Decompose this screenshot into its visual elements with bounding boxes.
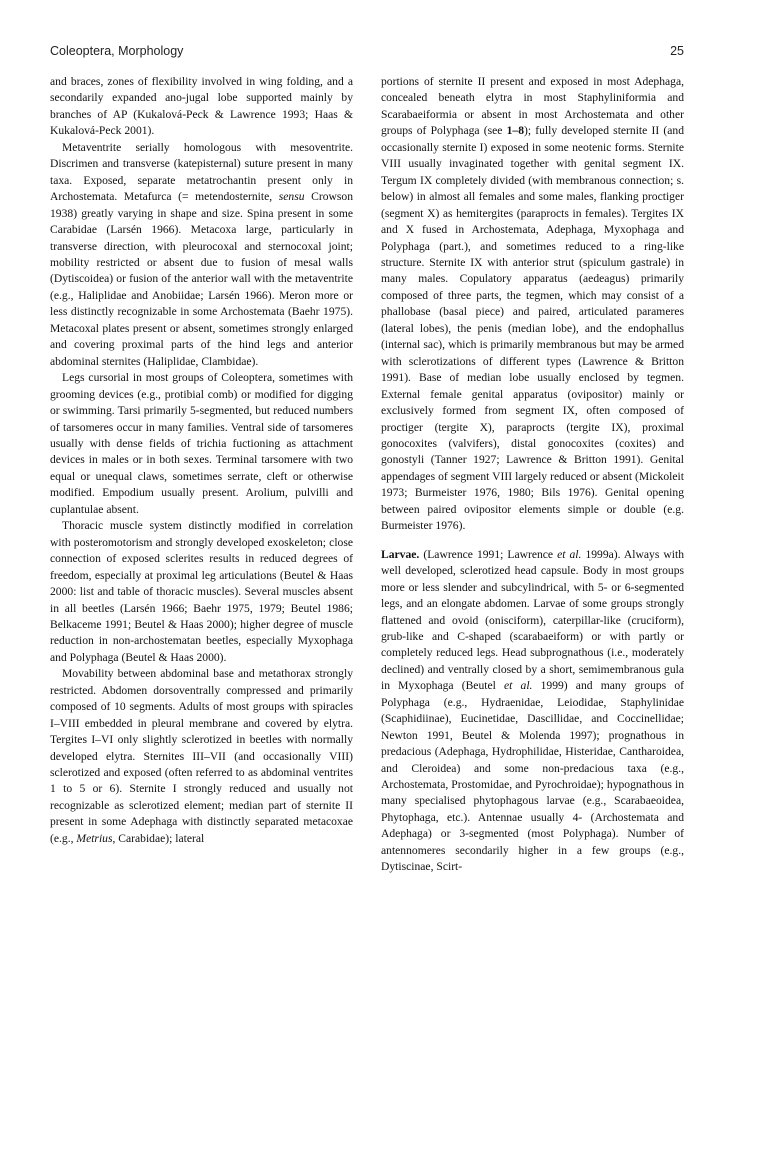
text-run: portions of sternite II present and exposed in most Adephaga, concealed beneath elytra in most Staphyliniformia and Scarabaeiformia or absent in most Archostemata and other groups of Polyphaga (see bbox=[381, 75, 684, 138]
paragraph bbox=[381, 74, 684, 535]
text-run: and braces, zones of flexibility involved in wing folding, and a secondarily expanded ano-jugal lobe supported mainly by branches of AP (Kukalová-Peck & Lawrence 1993; Haas & Kukalová-Peck 2001). bbox=[50, 75, 353, 138]
page-number: 25 bbox=[670, 44, 684, 58]
paragraph bbox=[50, 370, 353, 518]
text-run: Crowson 1938) greatly varying in shape and size. Spina present in some Carabidae (Larsén 1966). Metacoxa large, particularly in transverse direction, with pleurocoxal and sternocoxal joint; mobility restricted or absent due to fusion of mesal walls (Dytiscoidea) or fusion of the anterior wall with the metaventrite (e.g., Haliplidae and Anobiidae; Larsén 1966). Meron more or less distinctly recognizable in some Archostemata (Baehr 1975). Metacoxal plates present or absent, sometimes strongly enlarged and covering proximal parts of the hind legs and anterior abdominal sternites (Haliplidae, Clambidae). bbox=[50, 190, 353, 368]
paragraph bbox=[50, 140, 353, 370]
italic-run: et al. bbox=[557, 547, 582, 561]
text-run: (Lawrence 1991; Lawrence bbox=[419, 547, 558, 561]
paragraph bbox=[50, 666, 353, 847]
text-run: 1999) and many groups of Polyphaga (e.g., Hydraenidae, Leiodidae, Staphylinidae (Scaphidiinae), Eucinetidae, Dascillidae, and Coccinellidae; Newton 1991, Beutel & Molenda 1997); prognathous in predacious (Adephaga, Hydrophilidae, Histeridae, Cantharoidea, and Cleroidea) and some non-predacious taxa (e.g., Archostemata, Prostomidae, and Pyrochroidae); hypognathous in many specialised phytophagous larvae (e.g., Scarabaeoidea, Phytophaga, etc.). Antennae usually 4- (Archostemata and Adephaga) or 3-segmented (most Polyphaga). Number of antennomeres secondarily higher in a few groups (e.g., Dytiscinae, Scirt- bbox=[381, 679, 684, 874]
bold-run: Larvae. bbox=[381, 547, 420, 561]
running-head-section: Coleoptera, Morphology bbox=[50, 44, 184, 58]
text-run: Thoracic muscle system distinctly modified in correlation with posteromotorism and strongly developed exoskeleton; close connection of exposed sclerites results in reduced degrees of freedom, especially at proximal leg articulations (Beutel & Haas 2000: list and table of thoracic muscles). Several muscles absent in all beetles (Larsén 1966; Baehr 1975, 1979; Beutel 1986; Belkaceme 1991; Beutel & Haas 2000); higher degree of muscle reduction in non-archostematan beetles, especially Myxophaga and Polyphaga (Beutel & Haas 2000). bbox=[50, 519, 353, 664]
bold-run: 1–8 bbox=[506, 124, 524, 138]
text-run: ); fully developed sternite II (and occasionally sternite I) exposed in some neotenic forms. Sternite VIII usually invaginated together with genital segment IX. Tergum IX completely divided (with membranous connection; s. below) in almost all females and some males, flanking proctiger (segment X) as hemitergites (paraprocts in females). Tergites IX and X fused in Archostemata, Adephaga, Myxophaga and Polyphaga (part.), and sometimes reduced to a ring-like structure. Sternite IX with anterior strut (spiculum gastrale) in many males. Copulatory apparatus (aedeagus) primarily composed of three parts, the tegmen, which may consist of a phallobase (basal piece) and paired, articulated parameres (lateral lobes), the penis (median lobe), and the endophallus (internal sac), which is primarily membranous but may be armed with sclerotizations of different types (Lawrence & Britton 1991). Base of median lobe usually enclosed by tegmen. External female genital apparatus (ovipositor) mainly or exclusively formed from segment IX, often composed of proctiger (tergite X), paraprocts (tergite IX), proximal gonocoxites (valvifers), distal gonocoxites (coxites) and gonostyli (Tanner 1927; Lawrence & Britton 1991). Genital appendages of segment VIII largely reduced or absent (Mickoleit 1973; Burmeister 1976, 1980; Bils 1976). Genital opening between paired ovipositor elements simple or double (e.g. Burmeister 1976). bbox=[381, 124, 685, 533]
text-run: Movability between abdominal base and metathorax strongly restricted. Abdomen dorsoventrally compressed and primarily composed of 10 segments. Adults of most groups with spiracles I–VIII embedded in pleural membrane and covered by elytra. Tergites I–VI only slightly sclerotized in beetles with normally developed elytra. Sternites III–VII (and occasionally VIII) sclerotized and exposed (often referred to as abdominal ventrites 1 to 5 or 6). Sternite I strongly reduced and usually not recognizable as sclerotized element; median part of sternite II present in some Adephaga with distinctly separated metacoxae (e.g., bbox=[50, 667, 353, 845]
italic-run: Metrius bbox=[76, 831, 113, 845]
paragraph bbox=[50, 74, 353, 140]
paragraph bbox=[50, 518, 353, 666]
text-run: Metaventrite serially homologous with mesoventrite. Discrimen and transverse (katepisternal) suture present in many taxa. Exposed, separate metatrochantin present only in Archostemata. Metafurca (= metendosternite, bbox=[50, 140, 353, 204]
italic-run: sensu bbox=[278, 190, 305, 204]
paragraph bbox=[381, 547, 684, 876]
running-head bbox=[50, 44, 684, 62]
text-run: 1999a). Always with well developed, sclerotized head capsule. Body in most groups more or less slender and subcylindrical, with 5- or 6-segmented legs, and an elongate abdomen. Larvae of some groups strongly flattened and ovoid (onisciform), caterpillar-like (cruciform), grub-like and C-shaped (scarabaeiform) or with partly or completely reduced legs. Head subprognathous (i.e., moderately declined) and ventrally closed by a short, semimembranous gula in Myxophaga (Beutel bbox=[381, 547, 684, 693]
text-run: , Carabidae); lateral bbox=[112, 831, 205, 845]
text-run: Legs cursorial in most groups of Coleoptera, sometimes with grooming devices (e.g., protibial comb) or modified for digging or swimming. Tarsi primarily 5-segmented, but reduced numbers of tarsomeres occur in many families. Ventral side of tarsomeres usually with dense fields of trichia fuctioning as attachment devices in males or in both sexes. Terminal tarsomere with two equal or unequal claws, sometimes serrate, cleft or otherwise modified. Empodium usually present. Arolium, pulvilli and cuplantulae absent. bbox=[50, 371, 353, 516]
right-text-column bbox=[381, 74, 684, 876]
italic-run: et al. bbox=[504, 679, 533, 693]
left-text-column bbox=[50, 74, 353, 847]
